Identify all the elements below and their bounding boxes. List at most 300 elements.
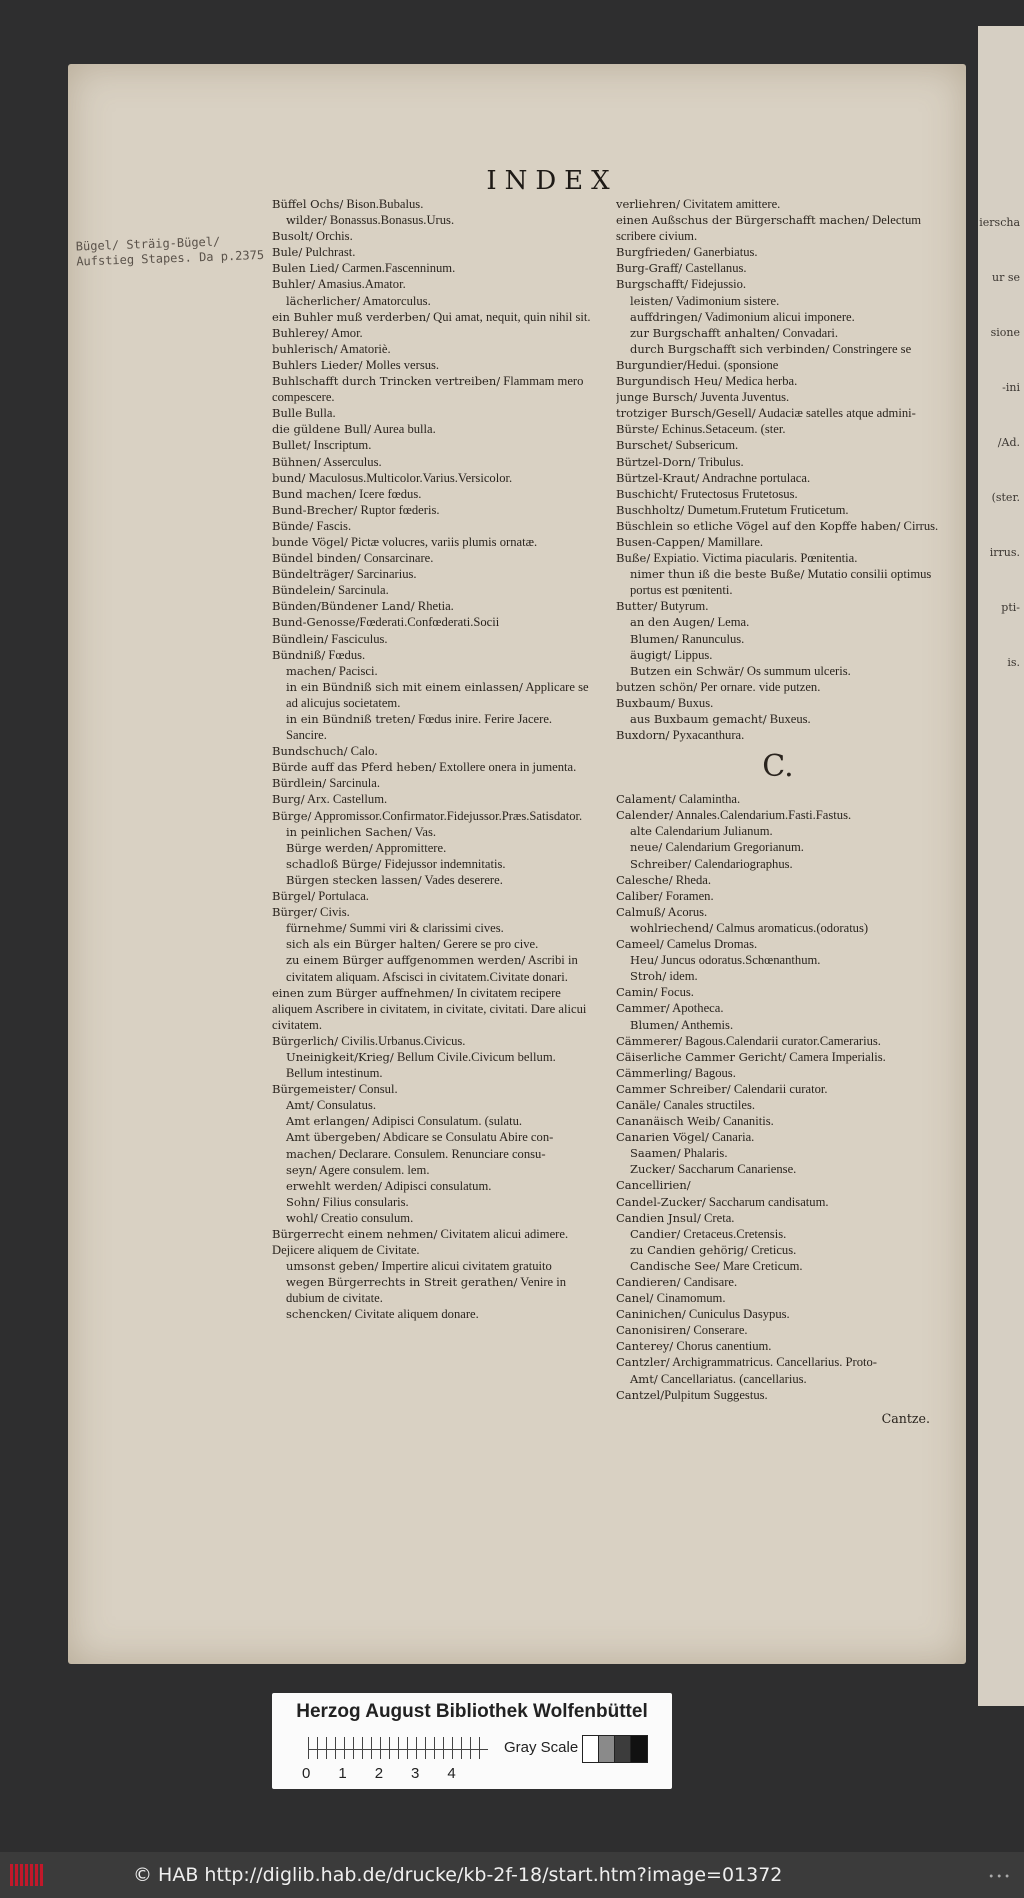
index-entry xyxy=(616,1194,940,1210)
entry-headword: Bürgerlich/ xyxy=(272,1033,339,1048)
ruler-number: 3 xyxy=(411,1765,448,1782)
index-entry xyxy=(272,1226,594,1258)
entry-headword: Bund-Brecher/ xyxy=(272,502,358,517)
entry-translation: Apotheca. xyxy=(669,1001,724,1016)
entry-headword: Amt/ xyxy=(630,1371,658,1386)
entry-headword: verliehren/ xyxy=(616,197,680,211)
entry-translation: Medica herba. xyxy=(722,374,798,389)
index-entry xyxy=(616,1017,940,1033)
index-entry xyxy=(272,1097,594,1113)
entry-headword: zu Candien gehörig/ xyxy=(630,1242,748,1257)
entry-headword: Bürgen stecken lassen/ xyxy=(286,872,422,887)
index-entry xyxy=(616,276,940,292)
entry-translation: Appromissor.Confirmator.Fidejussor.Præs.Satisdator. xyxy=(311,808,583,823)
entry-headword: wegen Bürgerrechts in Streit gerathen/ xyxy=(286,1275,518,1290)
entry-translation: Civis. xyxy=(316,905,350,920)
index-entry xyxy=(616,695,940,711)
entry-headword: einen Außschus der Bürgerschafft machen/ xyxy=(616,213,869,228)
index-entry xyxy=(272,775,594,791)
entry-translation: Annales.Calendarium.Fasti.Fastus. xyxy=(673,808,852,823)
entry-translation: Juncus odoratus.Schœnanthum. xyxy=(658,953,821,968)
index-entry xyxy=(272,1306,594,1322)
index-entry xyxy=(616,244,940,260)
index-entry xyxy=(616,1354,940,1370)
entry-headword: Buschicht/ xyxy=(616,486,678,501)
entry-headword: Cäiserliche Cammer Gericht/ xyxy=(616,1049,787,1064)
adjacent-page-fragment: pti- xyxy=(1001,601,1020,614)
index-column-left xyxy=(272,196,594,1323)
entry-headword: schadloß Bürge/ xyxy=(286,856,382,871)
entry-headword: Calesche/ xyxy=(616,872,673,887)
entry-headword: Butter/ xyxy=(616,599,658,614)
index-entry xyxy=(616,212,940,244)
index-entry xyxy=(272,244,594,260)
index-entry xyxy=(616,405,940,421)
entry-headword: Bündel binden/ xyxy=(272,551,361,566)
entry-headword: Uneinigkeit/Krieg/ xyxy=(286,1049,394,1064)
entry-headword: trotziger Bursch/Gesell/ xyxy=(616,406,756,421)
entry-headword: Bürtzel-Dorn/ xyxy=(616,454,696,469)
index-entry xyxy=(616,1081,940,1097)
entry-headword: Bürge werden/ xyxy=(286,840,373,855)
entry-headword: Buße/ xyxy=(616,551,651,566)
entry-translation: Amasius.Amator. xyxy=(315,277,406,292)
entry-translation: Asserculus. xyxy=(320,454,382,469)
entry-headword: Candien Jnsul/ xyxy=(616,1210,701,1225)
index-entry xyxy=(616,614,940,630)
index-entry xyxy=(272,856,594,872)
entry-translation: Focus. xyxy=(657,985,694,1000)
adjacent-page-fragment: -ini xyxy=(1002,381,1020,394)
entry-headword: leisten/ xyxy=(630,293,673,308)
index-entry xyxy=(272,1146,594,1162)
entry-translation: Filius consularis. xyxy=(319,1194,409,1209)
entry-translation: Camelus Dromas. xyxy=(663,937,758,952)
entry-headword: Bündelein/ xyxy=(272,583,335,598)
entry-translation: Fœderati.Confœderati.Socii xyxy=(359,615,500,630)
index-entry xyxy=(616,936,940,952)
entry-translation: Per ornare. vide putzen. xyxy=(697,679,821,694)
entry-headword: Bürgel/ xyxy=(272,889,316,904)
index-entry xyxy=(616,1065,940,1081)
entry-translation: Pyxacanthura. xyxy=(669,728,745,743)
entry-headword: Cämmerer/ xyxy=(616,1033,682,1048)
entry-headword: butzen schön/ xyxy=(616,679,698,694)
index-entry xyxy=(616,1322,940,1338)
entry-translation: Pulchrast. xyxy=(302,245,356,260)
index-entry xyxy=(272,1049,594,1081)
index-entry xyxy=(272,791,594,807)
entry-translation: Creatio consulum. xyxy=(317,1210,414,1225)
index-entry xyxy=(272,486,594,502)
index-entry xyxy=(616,888,940,904)
entry-translation: Creta. xyxy=(700,1210,735,1225)
index-entry xyxy=(616,1274,940,1290)
entry-translation: Constringere se xyxy=(829,341,912,356)
entry-headword: Burgundisch Heu/ xyxy=(616,374,723,389)
entry-translation: Venire in dubium de civitate. xyxy=(286,1275,567,1306)
entry-translation: Consulatus. xyxy=(313,1098,376,1113)
index-entry xyxy=(272,470,594,486)
entry-headword: Butzen ein Schwär/ xyxy=(630,663,744,678)
entry-headword: Buschholtz/ xyxy=(616,502,685,517)
entry-headword: zur Burgschafft anhalten/ xyxy=(630,325,780,340)
entry-headword: in ein Bündniß treten/ xyxy=(286,712,415,726)
entry-translation: Molles versus. xyxy=(362,357,440,372)
entry-translation: Foramen. xyxy=(662,888,714,903)
entry-headword: Bürtzel-Kraut/ xyxy=(616,470,700,485)
entry-translation: Vadimonium sistere. xyxy=(672,293,780,308)
entry-headword: einen zum Bürger auffnehmen/ xyxy=(272,985,454,1000)
index-entry xyxy=(616,872,940,888)
entry-headword: Saamen/ xyxy=(630,1146,681,1161)
entry-headword: Bürde auff das Pferd heben/ xyxy=(272,760,437,775)
entry-translation: In civitatem recipere aliquem Ascribere in civitatem, in civitate, civitati. Dare alicui civitatem. xyxy=(272,985,587,1032)
entry-headword: Camin/ xyxy=(616,985,658,1000)
entry-headword: Candische See/ xyxy=(630,1258,720,1273)
index-entry xyxy=(272,228,594,244)
entry-headword: Bundschuch/ xyxy=(272,744,348,759)
entry-translation: Appromittere. xyxy=(372,840,447,855)
index-entry xyxy=(272,405,594,421)
entry-translation: Saccharum candisatum. xyxy=(705,1194,829,1209)
entry-headword: Bund-Genosse/ xyxy=(272,615,360,630)
index-column-right xyxy=(616,196,940,1427)
index-entry xyxy=(616,952,940,968)
entry-headword: Cammer Schreiber/ xyxy=(616,1081,731,1096)
entry-headword: Burg-Graff/ xyxy=(616,261,683,276)
entry-translation: Vadimonium alicui imponere. xyxy=(701,309,855,324)
entry-translation: Tribulus. xyxy=(695,454,744,469)
entry-headword: fürnehme/ xyxy=(286,921,347,936)
entry-headword: Bündniß/ xyxy=(272,647,326,662)
entry-headword: Bürger/ xyxy=(272,905,317,920)
index-entry xyxy=(616,1306,940,1322)
entry-translation: Ruptor fœderis. xyxy=(357,502,440,517)
entry-translation: Orchis. xyxy=(312,229,353,244)
entry-headword: erwehlt werden/ xyxy=(286,1178,382,1193)
entry-translation: Echinus.Setaceum. (ster. xyxy=(658,422,786,437)
entry-translation: Amor. xyxy=(328,325,363,340)
entry-translation: Inscriptum. xyxy=(310,438,372,453)
entry-headword: Cammer/ xyxy=(616,1001,670,1016)
index-entry xyxy=(616,807,940,823)
entry-translation: Fidejussor indemnitatis. xyxy=(381,856,506,871)
index-entry xyxy=(272,1258,594,1274)
entry-translation: Declarare. Consulem. Renunciare consu- xyxy=(335,1146,546,1161)
entry-translation: Abdicare se Consulatu Abire con- xyxy=(380,1130,554,1145)
index-entry xyxy=(272,1033,594,1049)
entry-translation: Applicare se ad alicujus societatem. xyxy=(286,679,589,710)
index-entry xyxy=(616,373,940,389)
entry-translation: Canales structiles. xyxy=(660,1097,756,1112)
entry-headword: Canonisiren/ xyxy=(616,1323,691,1338)
index-entry xyxy=(616,1145,940,1161)
entry-translation: Phalaris. xyxy=(680,1146,728,1161)
index-entry xyxy=(272,936,594,952)
index-entry xyxy=(272,598,594,614)
index-entry xyxy=(272,679,594,711)
index-entry xyxy=(616,260,940,276)
index-entry xyxy=(272,1129,594,1145)
index-entry xyxy=(616,1033,940,1049)
index-entry xyxy=(616,1290,940,1306)
entry-translation: Frutectosus Frutetosus. xyxy=(677,486,798,501)
entry-translation: Mare Creticum. xyxy=(719,1258,803,1273)
hab-logo-icon[interactable] xyxy=(10,1864,44,1886)
index-entry xyxy=(616,920,940,936)
index-entry xyxy=(272,1274,594,1306)
entry-headword: Cancellirien/ xyxy=(616,1178,691,1193)
index-entry xyxy=(616,1049,940,1065)
entry-translation: Audaciæ satelles atque admini- xyxy=(755,406,916,421)
index-entry xyxy=(272,1081,594,1097)
index-entry xyxy=(616,518,940,534)
entry-headword: Büschlein so etliche Vögel auf den Kopffe haben/ xyxy=(616,518,901,533)
entry-translation: Fidejussio. xyxy=(688,277,747,292)
entry-headword: Bund machen/ xyxy=(272,486,356,501)
index-entry xyxy=(616,470,940,486)
entry-translation: Canaria. xyxy=(708,1130,755,1145)
ruler-number: 4 xyxy=(447,1765,484,1782)
entry-headword: Bürge/ xyxy=(272,808,312,823)
entry-translation: Bonassus.Bonasus.Urus. xyxy=(326,213,455,228)
entry-translation: Sarcinula. xyxy=(334,583,389,598)
entry-translation: Adipisci consulatum. xyxy=(381,1178,492,1193)
entry-headword: zu einem Bürger auffgenommen werden/ xyxy=(286,953,526,968)
entry-translation: Ranunculus. xyxy=(678,631,745,646)
entry-translation: idem. xyxy=(666,969,698,984)
index-entry xyxy=(272,904,594,920)
entry-translation: Sarcinula. xyxy=(326,776,381,791)
entry-translation: Delectum scribere civium. xyxy=(616,213,922,244)
entry-headword: auffdringen/ xyxy=(630,309,702,324)
entry-translation: Flammam mero compescere. xyxy=(272,374,584,405)
entry-headword: alte xyxy=(630,824,652,839)
entry-translation: Fœdus inire. Ferire Jacere. Sancire. xyxy=(286,712,553,743)
entry-translation: Conserare. xyxy=(690,1323,748,1338)
entry-translation: Pacisci. xyxy=(335,663,378,678)
index-entry xyxy=(616,1210,940,1226)
ruler-number: 0 xyxy=(302,1765,339,1782)
entry-headword: an den Augen/ xyxy=(630,615,715,630)
entry-headword: in ein Bündniß sich mit einem einlassen/ xyxy=(286,679,523,694)
entry-translation: Fascis. xyxy=(313,518,352,533)
entry-translation: Castellanus. xyxy=(682,261,747,276)
index-entry xyxy=(616,421,940,437)
index-entry xyxy=(272,647,594,663)
entry-translation: Cretaceus.Cretensis. xyxy=(680,1226,787,1241)
entry-headword: Burschet/ xyxy=(616,438,673,453)
entry-translation: Archigrammatricus. Cancellarius. Proto- xyxy=(669,1355,878,1370)
entry-headword: Bulen Lied/ xyxy=(272,261,339,276)
entry-translation: Cananitis. xyxy=(719,1114,774,1129)
entry-translation: Carmen.Fascenninum. xyxy=(338,261,456,276)
index-entry xyxy=(272,872,594,888)
index-entry xyxy=(616,647,940,663)
entry-headword: machen/ xyxy=(286,663,336,678)
entry-headword: Buhlers Lieder/ xyxy=(272,357,363,372)
entry-headword: Bule/ xyxy=(272,245,303,260)
entry-translation: Impertire alicui civitatem gratuito xyxy=(378,1259,552,1274)
entry-translation: Consul. xyxy=(355,1082,398,1097)
index-entry xyxy=(272,1113,594,1129)
entry-translation: Ganerbiatus. xyxy=(690,245,758,260)
entry-translation: Acorus. xyxy=(665,904,708,919)
index-entry xyxy=(272,824,594,840)
adjacent-page-fragment: is. xyxy=(1007,656,1020,669)
entry-translation: Calendarium Julianum. xyxy=(651,824,773,839)
entry-headword: Candier/ xyxy=(630,1226,681,1241)
entry-translation: Vades deserere. xyxy=(421,872,503,887)
entry-headword: Heu/ xyxy=(630,953,659,968)
entry-translation: Calo. xyxy=(347,744,378,759)
entry-headword: umsonst geben/ xyxy=(286,1259,379,1274)
index-entry xyxy=(616,663,940,679)
entry-headword: Buhlschafft durch Trincken vertreiben/ xyxy=(272,374,501,389)
adjacent-page-edge xyxy=(978,26,1024,1706)
index-entry xyxy=(272,952,594,984)
entry-translation: Civilis.Urbanus.Civicus. xyxy=(338,1033,466,1048)
entry-headword: Cämmerling/ xyxy=(616,1065,692,1080)
index-entry xyxy=(272,421,594,437)
entry-headword: Bünde/ xyxy=(272,518,314,533)
index-entry xyxy=(272,309,594,325)
entry-headword: schencken/ xyxy=(286,1307,352,1322)
more-dots-icon[interactable]: ••• xyxy=(988,1872,1012,1883)
adjacent-page-fragment: sione xyxy=(990,326,1020,339)
entry-headword: die güldene Bull/ xyxy=(272,422,372,437)
entry-headword: Cantzel/ xyxy=(616,1387,665,1402)
index-entry xyxy=(272,743,594,759)
entry-headword: Bullet/ xyxy=(272,438,311,453)
index-entry xyxy=(272,759,594,775)
index-entry xyxy=(616,823,940,839)
index-entry xyxy=(272,357,594,373)
index-entry xyxy=(616,791,940,807)
entry-translation: Sarcinarius. xyxy=(353,567,417,582)
index-entry xyxy=(616,566,940,598)
index-entry xyxy=(616,502,940,518)
entry-headword: Buxdorn/ xyxy=(616,728,670,743)
entry-translation: Portulaca. xyxy=(315,889,369,904)
index-entry xyxy=(616,1242,940,1258)
index-entry xyxy=(272,985,594,1033)
ruler-number: 1 xyxy=(338,1765,375,1782)
index-entry xyxy=(616,293,940,309)
entry-translation: Bagous. xyxy=(691,1065,736,1080)
index-entry xyxy=(272,920,594,936)
index-entry xyxy=(616,1129,940,1145)
entry-translation: Adipisci Consulatum. (sulatu. xyxy=(369,1114,523,1129)
catchword: Cantze. xyxy=(881,1410,930,1426)
entry-headword: Buhler/ xyxy=(272,277,316,292)
library-name: Herzog August Bibliothek Wolfenbüttel xyxy=(296,1701,648,1722)
entry-translation: Subsericum. xyxy=(672,438,739,453)
entry-translation: Bulla. xyxy=(302,406,336,421)
entry-headword: Bühnen/ xyxy=(272,454,321,469)
index-entry xyxy=(616,679,940,695)
index-entry xyxy=(616,196,940,212)
index-entry xyxy=(616,357,940,373)
entry-headword: sich als ein Bürger halten/ xyxy=(286,937,441,952)
index-entry xyxy=(616,550,940,566)
index-entry xyxy=(616,309,940,325)
index-entry xyxy=(272,341,594,357)
entry-translation: Aurea bulla. xyxy=(371,422,436,437)
index-entry xyxy=(272,276,594,292)
index-entry xyxy=(616,325,940,341)
index-entry xyxy=(272,840,594,856)
entry-headword: Buhlerey/ xyxy=(272,325,329,340)
index-entry xyxy=(272,437,594,453)
entry-headword: Bürgemeister/ xyxy=(272,1082,356,1097)
index-entry xyxy=(616,711,940,727)
entry-translation: Candisare. xyxy=(680,1275,738,1289)
index-entry xyxy=(272,711,594,743)
entry-translation: Dumetum.Frutetum Fruticetum. xyxy=(684,502,849,517)
entry-translation: Calamintha. xyxy=(675,792,741,807)
entry-headword: Bürste/ xyxy=(616,422,659,437)
entry-headword: Bulle xyxy=(272,406,303,421)
entry-translation: Camera Imperialis. xyxy=(786,1049,886,1064)
entry-translation: Extollere onera in jumenta. xyxy=(436,760,577,775)
entry-translation: Anthemis. xyxy=(678,1017,734,1032)
entry-headword: Bürdlein/ xyxy=(272,776,327,791)
entry-translation: Creticus. xyxy=(748,1242,797,1257)
adjacent-page-fragment: ur se xyxy=(992,271,1020,284)
entry-headword: Calmuß/ xyxy=(616,904,666,919)
index-entry xyxy=(272,1210,594,1226)
entry-translation: Qui amat, nequit, quin nihil sit. xyxy=(430,309,591,324)
entry-headword: durch Burgschafft sich verbinden/ xyxy=(630,341,830,356)
entry-headword: wohlriechend/ xyxy=(630,920,714,935)
entry-translation: Juventa Juventus. xyxy=(697,390,790,405)
index-entry xyxy=(616,856,940,872)
entry-headword: Zucker/ xyxy=(630,1162,675,1177)
index-entry xyxy=(272,196,594,212)
entry-translation: Rheda. xyxy=(672,872,712,887)
index-entry xyxy=(616,341,940,357)
index-entry xyxy=(272,808,594,824)
index-entry xyxy=(272,502,594,518)
entry-headword: bund/ xyxy=(272,470,306,485)
index-entry xyxy=(272,566,594,582)
entry-translation: Bellum Civile.Civicum bellum. Bellum intestinum. xyxy=(286,1049,556,1081)
entry-translation: Cancellariatus. (cancellarius. xyxy=(657,1371,807,1386)
ruler-baseline xyxy=(308,1749,488,1750)
index-entry xyxy=(272,534,594,550)
entry-translation: Saccharum Canariense. xyxy=(674,1162,797,1177)
index-entry xyxy=(616,631,940,647)
index-entry xyxy=(616,1177,940,1193)
index-entry xyxy=(616,389,940,405)
index-entry xyxy=(272,1178,594,1194)
entry-headword: Calender/ xyxy=(616,808,674,823)
entry-translation: Vas. xyxy=(411,824,436,839)
footer-url[interactable]: © HAB http://diglib.hab.de/drucke/kb-2f-18/start.htm?image=01372 xyxy=(133,1864,783,1886)
index-entry xyxy=(272,325,594,341)
entry-translation: Maculosus.Multicolor.Varius.Versicolor. xyxy=(305,470,513,485)
entry-headword: Candel-Zucker/ xyxy=(616,1194,706,1209)
entry-translation: Lippus. xyxy=(671,647,713,662)
entry-headword: Schreiber/ xyxy=(630,856,692,871)
entry-translation: Summi viri & clarissimi cives. xyxy=(346,921,504,936)
entry-headword: Cananäisch Weib/ xyxy=(616,1114,720,1129)
entry-headword: Stroh/ xyxy=(630,969,667,984)
entry-headword: Burgundier/ xyxy=(616,357,687,372)
index-entry xyxy=(616,1113,940,1129)
